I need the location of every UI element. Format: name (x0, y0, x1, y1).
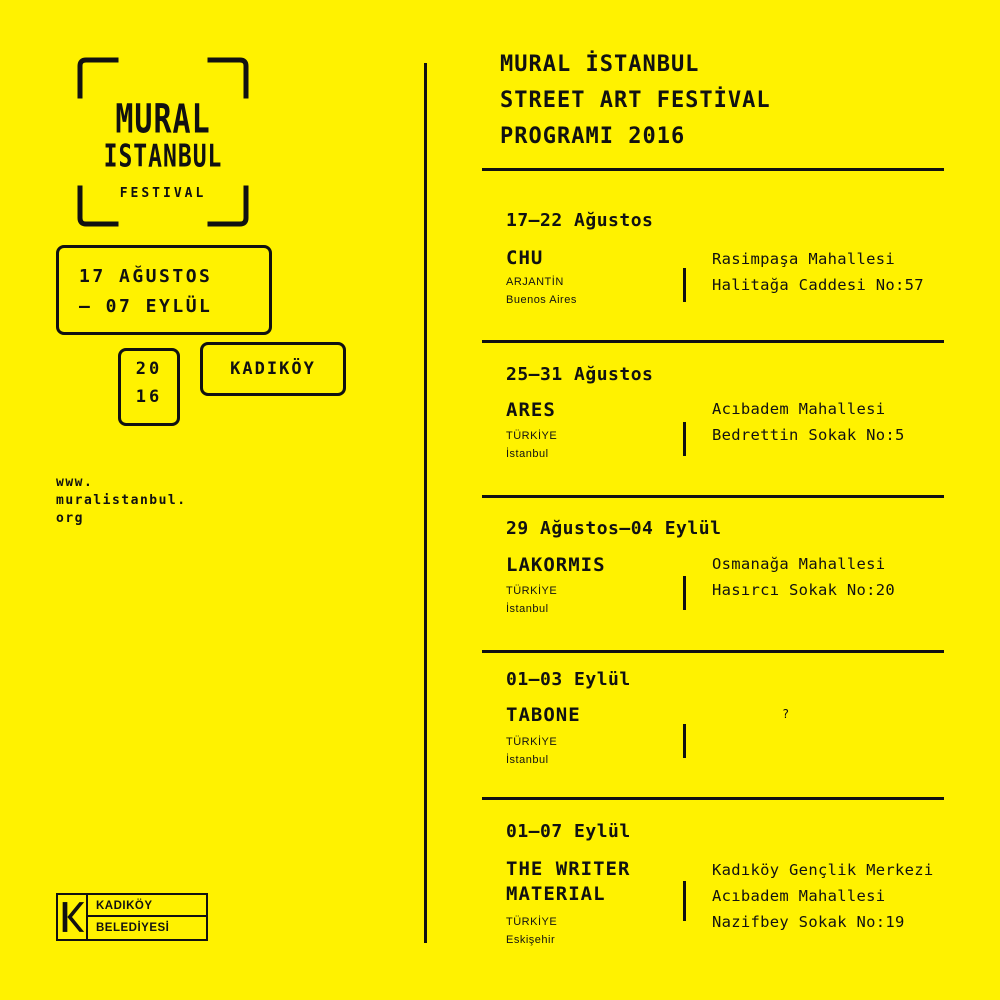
festival-place-box: KADIKÖY (200, 342, 346, 396)
entry-address-line-2: Halitağa Caddesi No:57 (712, 276, 924, 294)
entry-address-line-2: Acıbadem Mahallesi (712, 887, 886, 905)
entry-rule (482, 495, 944, 498)
municipality-type: BELEDİYESİ (96, 922, 170, 934)
schedule-entry (482, 821, 944, 951)
column-divider (424, 63, 427, 943)
program-title-line-2: STREET ART FESTİVAL (500, 88, 771, 113)
entry-city: Eskişehir (506, 934, 556, 946)
entry-rule (482, 797, 944, 800)
logo-word-mural: MURAL (115, 95, 211, 144)
year-part-2: 16 (135, 387, 163, 407)
municipality-k-icon (58, 895, 88, 939)
year-part-1: 20 (135, 359, 163, 379)
schedule-entry (482, 210, 944, 340)
entry-separator (683, 724, 686, 758)
entry-artist: ARES (506, 399, 556, 421)
schedule-entry (482, 518, 944, 648)
logo-word-istanbul: ISTANBUL (103, 139, 223, 175)
schedule-entry (482, 364, 944, 494)
website-line-3: org (56, 511, 84, 526)
website-link[interactable] (56, 474, 187, 528)
kadikoy-municipality-logo (56, 893, 208, 941)
header-rule (482, 168, 944, 171)
entry-separator (683, 576, 686, 610)
entry-date: 01—07 Eylül (506, 821, 631, 842)
entry-address-line-1: Osmanağa Mahallesi (712, 555, 886, 573)
entry-address-line-3: Nazifbey Sokak No:19 (712, 913, 905, 931)
entry-address-line-1: Kadıköy Gençlik Merkezi (712, 861, 934, 879)
entry-country: TÜRKİYE (506, 736, 558, 748)
entry-address-line-1: Rasimpaşa Mahallesi (712, 250, 896, 268)
festival-dates-box (56, 245, 272, 335)
festival-logo (76, 56, 250, 228)
festival-start-date: 17 AĞUSTOS (79, 266, 213, 287)
entry-separator (683, 268, 686, 302)
entry-artist-line-2: MATERIAL (506, 883, 606, 905)
entry-country: ARJANTİN (506, 276, 564, 288)
entry-address-line-2: Bedrettin Sokak No:5 (712, 426, 905, 444)
entry-address-line-2: Hasırcı Sokak No:20 (712, 581, 896, 599)
entry-date: 01—03 Eylül (506, 669, 631, 690)
entry-country: TÜRKİYE (506, 916, 558, 928)
entry-date: 29 Ağustos—04 Eylül (506, 518, 722, 539)
program-title-line-3: PROGRAMI 2016 (500, 124, 686, 149)
festival-year-box (118, 348, 180, 426)
entry-country: TÜRKİYE (506, 430, 558, 442)
entry-date: 17—22 Ağustos (506, 210, 654, 231)
entry-separator (683, 881, 686, 921)
entry-address-line-1: Acıbadem Mahallesi (712, 400, 886, 418)
entry-artist: TABONE (506, 704, 581, 726)
entry-city: Buenos Aires (506, 294, 577, 306)
entry-city: İstanbul (506, 448, 549, 460)
entry-date: 25—31 Ağustos (506, 364, 654, 385)
entry-artist-line-1: THE WRITER (506, 858, 631, 880)
entry-separator (683, 422, 686, 456)
website-line-2: muralistanbul. (56, 493, 187, 508)
schedule-entry (482, 669, 944, 794)
website-line-1: www. (56, 475, 94, 490)
entry-rule (482, 340, 944, 343)
entry-city: İstanbul (506, 754, 549, 766)
program-title-line-1: MURAL İSTANBUL (500, 52, 700, 77)
entry-rule (482, 650, 944, 653)
festival-end-date: — 07 EYLÜL (79, 296, 213, 317)
entry-country: TÜRKİYE (506, 585, 558, 597)
entry-address-unknown: ? (782, 707, 790, 721)
logo-word-festival: FESTIVAL (119, 186, 207, 201)
entry-city: İstanbul (506, 603, 549, 615)
entry-artist: CHU (506, 247, 544, 269)
entry-artist: LAKORMIS (506, 554, 606, 576)
municipality-name: KADIKÖY (88, 895, 206, 917)
